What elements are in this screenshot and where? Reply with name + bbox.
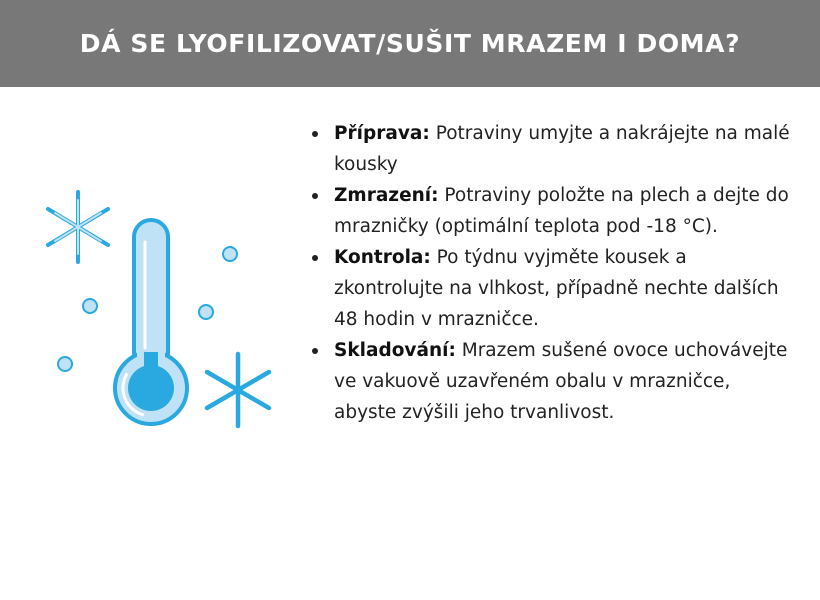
step-text: Potraviny položte na plech a dejte do mrazničky (optimální teplota pod -18 °C). xyxy=(334,185,789,237)
step-label: Zmrazení: xyxy=(334,185,439,206)
step-text: Potraviny umyjte a nakrájejte na malé kousky xyxy=(334,123,790,175)
thermometer-icon xyxy=(115,220,187,424)
bubble-icon xyxy=(58,357,72,371)
list-item xyxy=(312,242,792,335)
list-item xyxy=(312,335,792,428)
step-text: Po týdnu vyjměte kousek a zkontrolujte na vlhkost, případně nechte dalších 48 hodin v mrazničce. xyxy=(334,247,779,330)
bullet-icon xyxy=(312,193,318,199)
list-item xyxy=(312,180,792,242)
step-label: Příprava: xyxy=(334,123,430,144)
bullet-icon xyxy=(312,255,318,261)
snowflake-icon xyxy=(207,354,269,426)
bubble-icon xyxy=(223,247,237,261)
freeze-illustration xyxy=(40,180,280,440)
page-title: DÁ SE LYOFILIZOVAT/SUŠIT MRAZEM I DOMA? xyxy=(79,29,741,58)
step-text: Mrazem sušené ovoce uchovávejte ve vakuově uzavřeném obalu v mrazničce, abyste zvýšili jeho trvanlivost. xyxy=(334,340,788,423)
bullet-icon xyxy=(312,348,318,354)
header-bar xyxy=(0,0,820,87)
bullet-icon xyxy=(312,131,318,137)
bubble-icon xyxy=(83,299,97,313)
steps-section xyxy=(312,118,792,428)
list-item xyxy=(312,118,792,180)
steps-list xyxy=(312,118,792,428)
bubble-icon xyxy=(199,305,213,319)
thermometer-snow-graphic xyxy=(40,180,280,440)
step-label: Kontrola: xyxy=(334,247,431,268)
step-label: Skladování: xyxy=(334,340,456,361)
